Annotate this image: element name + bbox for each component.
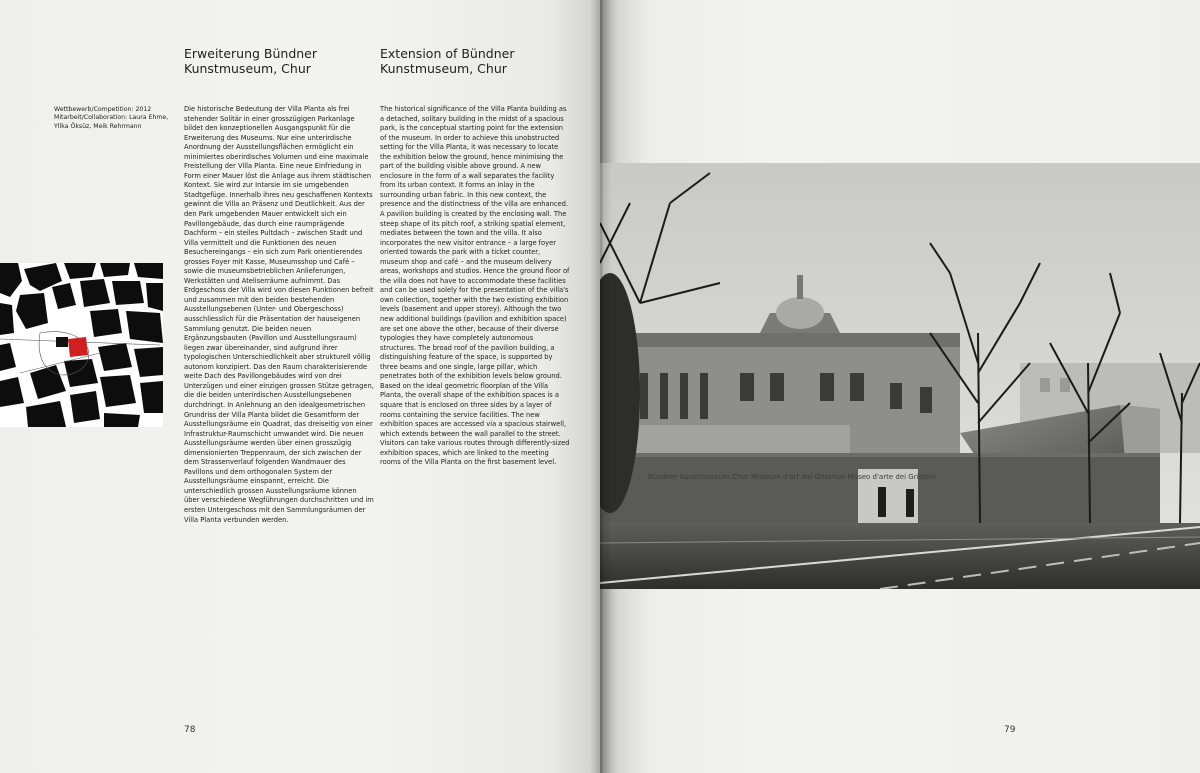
site-plan-figure — [0, 263, 163, 427]
site-plan-drawing — [0, 263, 163, 427]
right-page — [600, 0, 1200, 773]
title-english: Extension of Bündner Kunstmuseum, Chur — [380, 46, 515, 76]
page-number-right: 79 — [1004, 725, 1016, 735]
wall-inscription: Bündner Kunstmuseum Chur Museum d'art dal Grischun Museo d'arte dei Grigioni — [648, 473, 936, 481]
page-number-left: 78 — [184, 725, 196, 735]
project-credits: Wettbewerb/Competition: 2012 Mitarbeit/Collaboration: Laura Ehme, Yllka Öksüz, Meik Rehrmann — [54, 106, 169, 130]
body-text-german: Die historische Bedeutung der Villa Planta als frei stehender Solitär in einer grosszügigen Parkanlage bildet den konzeptionellen Ausgangspunkt für die Erweiterung des Museums. Nur eine unterirdische Anordnung der Ausstellungsflächen ermöglicht ein minimiertes oberirdisches Volumen und eine maximale Freistellung der Villa Planta. Eine neue Einfriedung in Form einer Mauer löst die Anlage aus ihrem städtischen Kontext. Sie wird zur Intarsie im sie umgebenden Stadtgefüge. Innerhalb ihres neu geschaffenen Kontexts gewinnt die Villa an Präsenz und Deutlichkeit. Aus der den Park umgebenden Mauer entwickelt sich ein Pavillongebäude, das durch eine raumprägende Dachform – ein steiles Pultdach – zwischen Stadt und Villa vermittelt und die Funktionen des neuen Besuchereingangs – ein sich zum Park orientierendes grosses Foyer mit Kasse, Museumsshop und Café – sowie die museumsbetrieblichen Anlieferungen, Werkstätten und Ateliserräume aufnimmt. Das Erdgeschoss der Villa wird von diesen Funktionen befreit und zusammen mit den beiden bestehenden Ausstellungsebenen (Unter- und Obergeschoss) ausschliesslich für die Präsentation der hauseigenen Sammlung genutzt. Die beiden neuen Ergänzungsbauten (Pavillon und Ausstellungsraum) liegen zwar übereinander, sind aufgrund ihrer typologischen Unterschiedlichkeit aber strukturell völlig autonom konzipiert. Das den Raum charakterisierende weite Dach des Pavillongebäudes wird von drei Unterzügen und einer einzigen grossen Stütze getragen, die die beiden unterirdischen Ausstellungsebenen durchdringt. In Anlehnung an den idealgeometrischen Grundriss der Villa Planta bildet die Gesamtform der Ausstellungsräume ein Quadrat, das dreiseitig von einer Infrastruktur-Raumschicht umwandet wird. Die neuen Ausstellungsräume werden über einen grosszügig dimensionierten Treppenraum, der sich zwischen der dem Strassenverlauf folgenden Wandmauer des Pavillons und dem orthogonalen System der Ausstellungsräume einspannt, erreicht. Die unterschiedlich grossen Ausstellungsräume können über verschiedene Wegführungen durchschritten und im ersten Untergeschoss mit den Sammlungsräumen der Villa Planta verbunden werden. — [184, 105, 374, 524]
body-text-english: The historical significance of the Villa Planta building as a detached, solitary building in the midst of a spacious park, is the conceptual starting point for the extension of the museum. In order to achieve this unobstructed setting for the Villa Planta, it was necessary to locate the exhibition below the ground, hence minimising the part of the building visible above ground. A new enclosure in the form of a wall separates the facility from its urban context. It forms an inlay in the surrounding urban fabric. In this new context, the presence and the distinctness of the villa are enhanced. A pavilion building is created by the enclosing wall. The steep shape of its pitch roof, a striking spatial element, mediates between the town and the villa. It also incorporates the new visitor entrance – a large foyer oriented towards the park with a ticket counter, museum shop and café – and the museum delivery areas, workshops and studios. Hence the ground floor of the villa does not have to accommodate these facilities and can be used solely for the presentation of the villa's own collection, together with the two existing exhibition levels (basement and upper storey). Although the two new additional buildings (pavilion and exhibition space) are set one above the other, because of their diverse typologies they have completely autonomous structures. The broad roof of the pavilion building, a distinguishing feature of the space, is supported by three beams and one single, large pillar, which penetrates both of the exhibition levels below ground. Based on the ideal geometric floorplan of the Villa Planta, the overall shape of the exhibition spaces is a square that is enclosed on three sides by a layer of rooms containing the service facilities. The new exhibition spaces are accessed via a spacious stairwell, which extends between the wall parallel to the street. Visitors can take various routes through differently-sized exhibition spaces, which are linked to the meeting rooms of the Villa Planta on the first basement level. — [380, 105, 570, 467]
book-gutter-shadow — [590, 0, 612, 773]
rendering-image — [600, 163, 1200, 589]
title-german: Erweiterung Bündner Kunstmuseum, Chur — [184, 46, 318, 76]
architectural-rendering — [600, 163, 1200, 589]
